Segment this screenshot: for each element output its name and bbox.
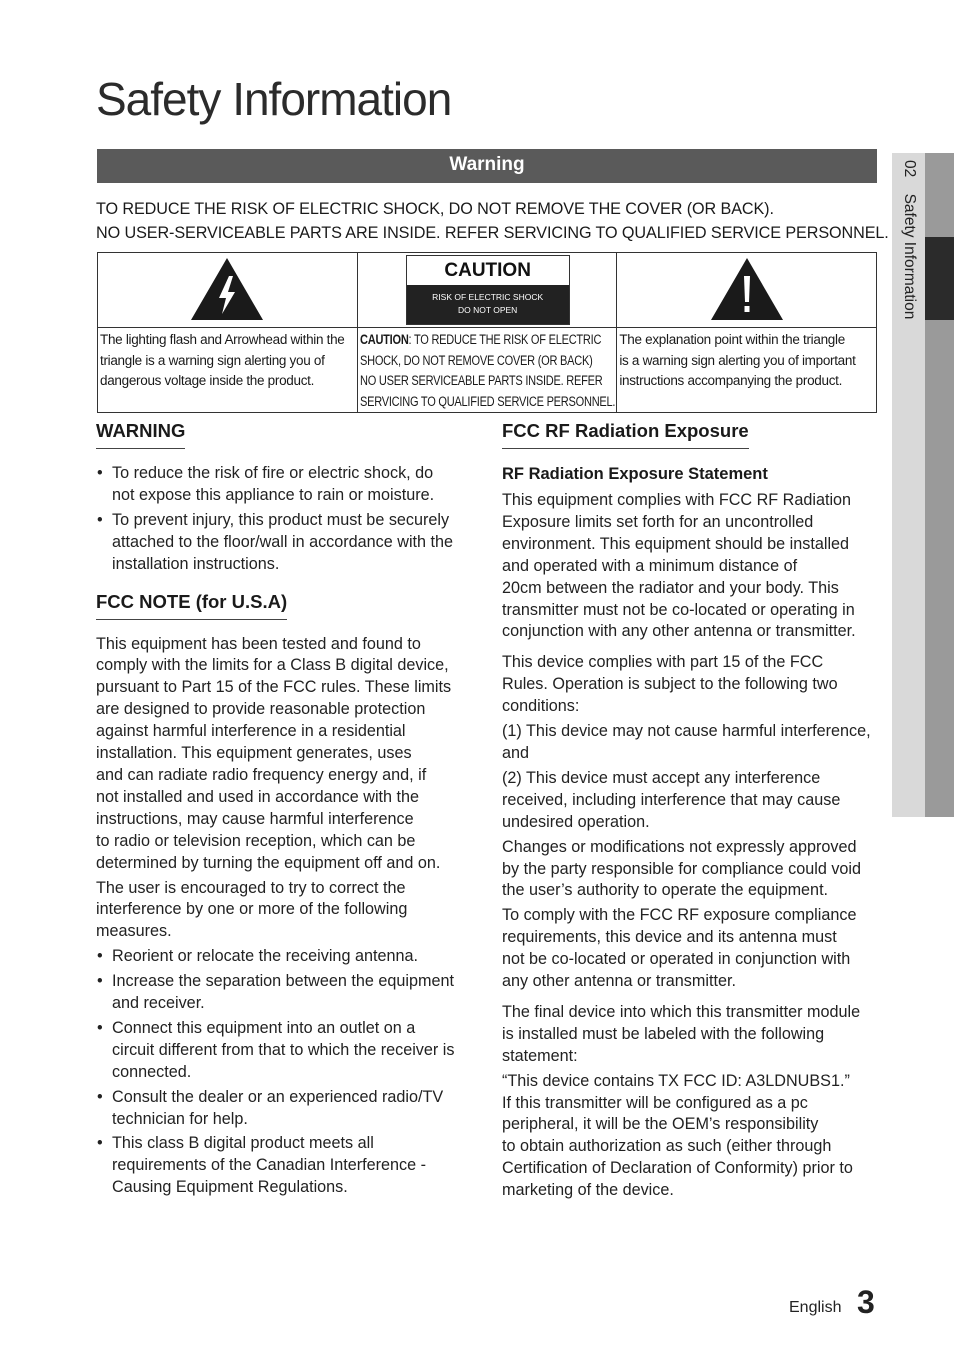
- list-item: [96, 510, 476, 576]
- lightning-symbol-cell: [98, 253, 358, 328]
- desc-line: instructions accompanying the product.: [619, 373, 843, 388]
- caution-symbol-cell: [357, 253, 617, 328]
- caution-desc-label: CAUTION: [359, 332, 409, 347]
- text-line: The user is encouraged to try to correct the: [96, 878, 406, 897]
- desc-line: The lighting flash and Arrowhead within the: [100, 332, 345, 347]
- desc-line: SERVICING TO QUALIFIED SERVICE PERSONNEL.: [359, 393, 615, 409]
- text-line: environment. This equipment should be installed: [502, 534, 850, 553]
- text-line: This device complies with part 15 of the FCC: [502, 653, 824, 672]
- text-line: This equipment has been tested and found to: [96, 634, 421, 653]
- text-line: • To reduce the risk of fire or electric shock, do: [112, 464, 434, 482]
- text-line: 20cm between the radiator and your body. This: [502, 578, 839, 597]
- exclamation-description: [617, 328, 877, 413]
- text-line: installation. This equipment generates, uses: [96, 744, 412, 763]
- text-line: statement:: [502, 1046, 578, 1065]
- safety-symbols-table: [97, 252, 877, 413]
- text-line: peripheral, it will be the OEM’s responsibility: [502, 1115, 819, 1134]
- text-line: This equipment complies with FCC RF Radiation: [502, 491, 852, 509]
- text-line: Causing Equipment Regulations.: [112, 1178, 348, 1197]
- text-line: transmitter must not be co-located or operating in: [502, 600, 855, 619]
- text-line: conditions:: [502, 697, 580, 716]
- text-line: • To prevent injury, this product must be securely: [112, 510, 450, 529]
- side-tab-stripe: [925, 153, 954, 237]
- side-tab-label: [898, 160, 918, 319]
- text-line: and can radiate radio frequency energy and, if: [96, 765, 427, 784]
- text-line: • This class B digital product meets all: [112, 1134, 374, 1153]
- text-line: requirements, this device and its antenna must: [502, 928, 837, 947]
- text-line: The final device into which this transmitter module: [502, 1002, 861, 1021]
- rf-paragraph: [502, 768, 882, 834]
- caution-sub-line: DO NOT OPEN: [457, 305, 518, 315]
- text-line: Rules. Operation is subject to the following two: [502, 675, 838, 694]
- text-line: undesired operation.: [502, 812, 650, 831]
- text-line: any other antenna or transmitter.: [502, 972, 736, 991]
- rf-paragraphs: [502, 490, 882, 1202]
- desc-line: The explanation point within the triangle: [619, 332, 845, 347]
- text-line: to radio or television reception, which can be: [96, 831, 416, 850]
- warning-heading: WARNING: [96, 420, 185, 449]
- side-tab-active-marker: [925, 237, 954, 320]
- fcc-rf-heading: FCC RF Radiation Exposure: [502, 420, 749, 449]
- rf-statement-subheading: RF Radiation Exposure Statement: [502, 465, 768, 483]
- rf-paragraph: [502, 652, 882, 718]
- desc-line: NO USER SERVICEABLE PARTS INSIDE. REFER: [359, 373, 603, 388]
- text-line: installation instructions.: [112, 554, 280, 573]
- caution-label: [406, 255, 570, 325]
- exclamation-symbol-cell: [617, 253, 877, 328]
- text-line: circuit different from that to which the receiver is: [112, 1040, 455, 1059]
- text-line: • Connect this equipment into an outlet on a: [112, 1018, 416, 1037]
- side-tab-stripe: [925, 320, 954, 817]
- text-line: are designed to provide reasonable protection: [96, 700, 426, 719]
- caution-title: CAUTION: [444, 260, 531, 281]
- text-line: Changes or modifications not expressly approved: [502, 837, 857, 856]
- rf-paragraph: [502, 490, 882, 643]
- rf-paragraph: [502, 1002, 882, 1068]
- text-line: connected.: [112, 1062, 192, 1081]
- caution-description: [357, 328, 617, 413]
- text-line: pursuant to Part 15 of the FCC rules. These limits: [96, 678, 452, 697]
- rf-paragraph: [502, 905, 882, 993]
- text-line: comply with the limits for a Class B digital device,: [96, 656, 449, 675]
- left-column: [96, 420, 476, 1202]
- text-line: against harmful interference in a residential: [96, 722, 406, 741]
- rf-paragraph: [502, 721, 882, 765]
- rf-paragraph: [502, 1071, 882, 1202]
- text-line: requirements of the Canadian Interference -: [112, 1156, 427, 1175]
- text-line: to obtain authorization as such (either through: [502, 1137, 832, 1156]
- lightning-description: [98, 328, 358, 413]
- desc-line: is a warning sign alerting you of important: [619, 352, 856, 368]
- page-number: 3: [857, 1284, 875, 1320]
- text-line: attached to the floor/wall in accordance with the: [112, 532, 454, 551]
- warning-banner: Warning: [97, 149, 877, 183]
- exclamation-triangle-icon: [709, 256, 785, 322]
- text-line: not installed and used in accordance with the: [96, 787, 420, 806]
- rf-paragraph: [502, 837, 882, 903]
- text-line: “This device contains TX FCC ID: A3LDNUBS1.”: [502, 1071, 850, 1090]
- text-line: not be co-located or operated in conjunction with: [502, 950, 851, 969]
- intro-line: TO REDUCE THE RISK OF ELECTRIC SHOCK, DO NOT REMOVE THE COVER (OR BACK).: [96, 200, 774, 218]
- text-line: determined by turning the equipment off and on.: [96, 853, 441, 872]
- fcc-measures-list: [96, 946, 476, 1199]
- text-line: measures.: [96, 922, 172, 941]
- text-line: received, including interference that may cause: [502, 790, 841, 809]
- text-line: is installed must be labeled with the following: [502, 1024, 825, 1043]
- text-line: If this transmitter will be configured as a pc: [502, 1093, 808, 1112]
- lightning-triangle-icon: [189, 256, 265, 322]
- list-item: [96, 1133, 476, 1199]
- text-line: instructions, may cause harmful interference: [96, 809, 414, 828]
- text-line: technician for help.: [112, 1109, 248, 1128]
- text-line: (2) This device must accept any interference: [502, 768, 821, 787]
- list-item: [96, 463, 476, 507]
- text-line: not expose this appliance to rain or moisture.: [112, 485, 435, 504]
- chapter-title: Safety Information: [901, 193, 918, 320]
- text-line: the user’s authority to operate the equipment.: [502, 881, 829, 900]
- intro-warning-text: [96, 197, 889, 245]
- text-line: and operated with a minimum distance of: [502, 556, 798, 575]
- text-line: by the party responsible for compliance could void: [502, 859, 862, 878]
- text-line: marketing of the device.: [502, 1181, 674, 1200]
- intro-line: NO USER-SERVICEABLE PARTS ARE INSIDE. REFER SERVICING TO QUALIFIED SERVICE PERSONNEL.: [96, 224, 889, 242]
- page-title: Safety Information: [96, 73, 452, 125]
- text-line: Exposure limits set forth for an uncontrolled: [502, 512, 814, 531]
- footer-language: English: [789, 1299, 842, 1316]
- warning-list: [96, 463, 476, 576]
- text-line: • Consult the dealer or an experienced radio/TV: [112, 1087, 444, 1106]
- text-line: (1) This device may not cause harmful interference,: [502, 722, 871, 741]
- text-line: conjunction with any other antenna or transmitter.: [502, 622, 856, 641]
- text-line: • Reorient or relocate the receiving antenna.: [112, 947, 418, 966]
- list-item: [96, 971, 476, 1015]
- right-column: [502, 420, 882, 1202]
- list-item: [96, 946, 476, 968]
- list-item: [96, 1087, 476, 1131]
- fcc-note-paragraph: [96, 634, 476, 875]
- caution-subtext: [407, 285, 569, 324]
- text-line: • Increase the separation between the equipment: [112, 972, 454, 991]
- text-line: and: [502, 743, 530, 762]
- desc-line: SHOCK, DO NOT REMOVE COVER (OR BACK): [359, 352, 593, 368]
- desc-line: [359, 330, 601, 351]
- text-line: Certification of Declaration of Conformity) prior to: [502, 1159, 853, 1178]
- text-line: and receiver.: [112, 994, 205, 1013]
- chapter-number: 02: [901, 160, 918, 178]
- text-line: To comply with the FCC RF exposure compliance: [502, 906, 857, 925]
- desc-text: : TO REDUCE THE RISK OF ELECTRIC: [408, 332, 601, 347]
- desc-line: triangle is a warning sign alerting you of: [100, 352, 325, 368]
- list-item: [96, 1018, 476, 1084]
- fcc-note-paragraph: [96, 878, 476, 944]
- caution-sub-line: RISK OF ELECTRIC SHOCK: [432, 292, 544, 302]
- fcc-note-heading: FCC NOTE (for U.S.A): [96, 591, 287, 620]
- desc-line: dangerous voltage inside the product.: [100, 373, 315, 388]
- text-line: interference by one or more of the following: [96, 900, 408, 919]
